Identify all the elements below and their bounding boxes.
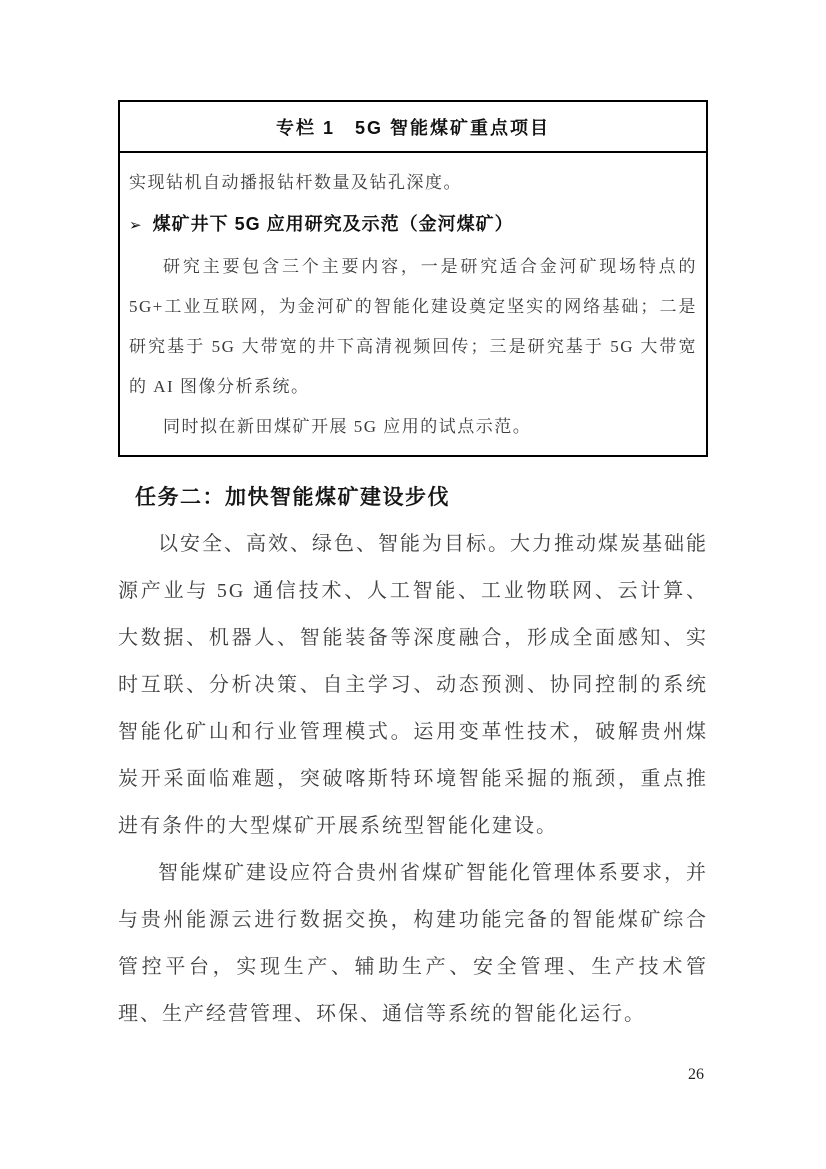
body-paragraph-2: 智能煤矿建设应符合贵州省煤矿智能化管理体系要求，并与贵州能源云进行数据交换，构建功能完备的智能煤矿综合管控平台，实现生产、辅助生产、安全管理、生产技术管理、生产经营管理、环保、通信等系统的智能化运行。 xyxy=(118,862,708,1025)
callout-bullet-heading xyxy=(129,203,697,247)
callout-box-body xyxy=(120,153,706,455)
callout-bullet-title: 煤矿井下 5G 应用研究及示范（金河煤矿） xyxy=(152,214,514,234)
page-number: 26 xyxy=(688,1066,704,1083)
arrow-bullet-icon: ➢ xyxy=(129,217,143,234)
page-content xyxy=(118,100,708,1038)
callout-box xyxy=(118,100,708,457)
callout-box-title: 专栏 1 5G 智能煤矿重点项目 xyxy=(120,102,706,153)
body-paragraph-1: 以安全、高效、绿色、智能为目标。大力推动煤炭基础能源产业与 5G 通信技术、人工智能、工业物联网、云计算、大数据、机器人、智能装备等深度融合，形成全面感知、实时互联、分析决策、自主学习、动态预测、协同控制的系统智能化矿山和行业管理模式。运用变革性技术，破解贵州煤炭开采面临难题，突破喀斯特环境智能采掘的瓶颈，重点推进有条件的大型煤矿开展系统型智能化建设。 xyxy=(118,533,708,837)
callout-paragraph-1: 研究主要包含三个主要内容，一是研究适合金河矿现场特点的 5G+工业互联网，为金河矿的智能化建设奠定坚实的网络基础；二是研究基于 5G 大带宽的井下高清视频回传；三是研究基于 5G 大带宽的 AI 图像分析系统。 xyxy=(129,257,697,396)
section-heading: 任务二：加快智能煤矿建设步伐 xyxy=(135,486,450,509)
callout-intro-line: 实现钻机自动播报钻杆数量及钻孔深度。 xyxy=(129,173,462,192)
callout-paragraph-2: 同时拟在新田煤矿开展 5G 应用的试点示范。 xyxy=(163,417,532,436)
